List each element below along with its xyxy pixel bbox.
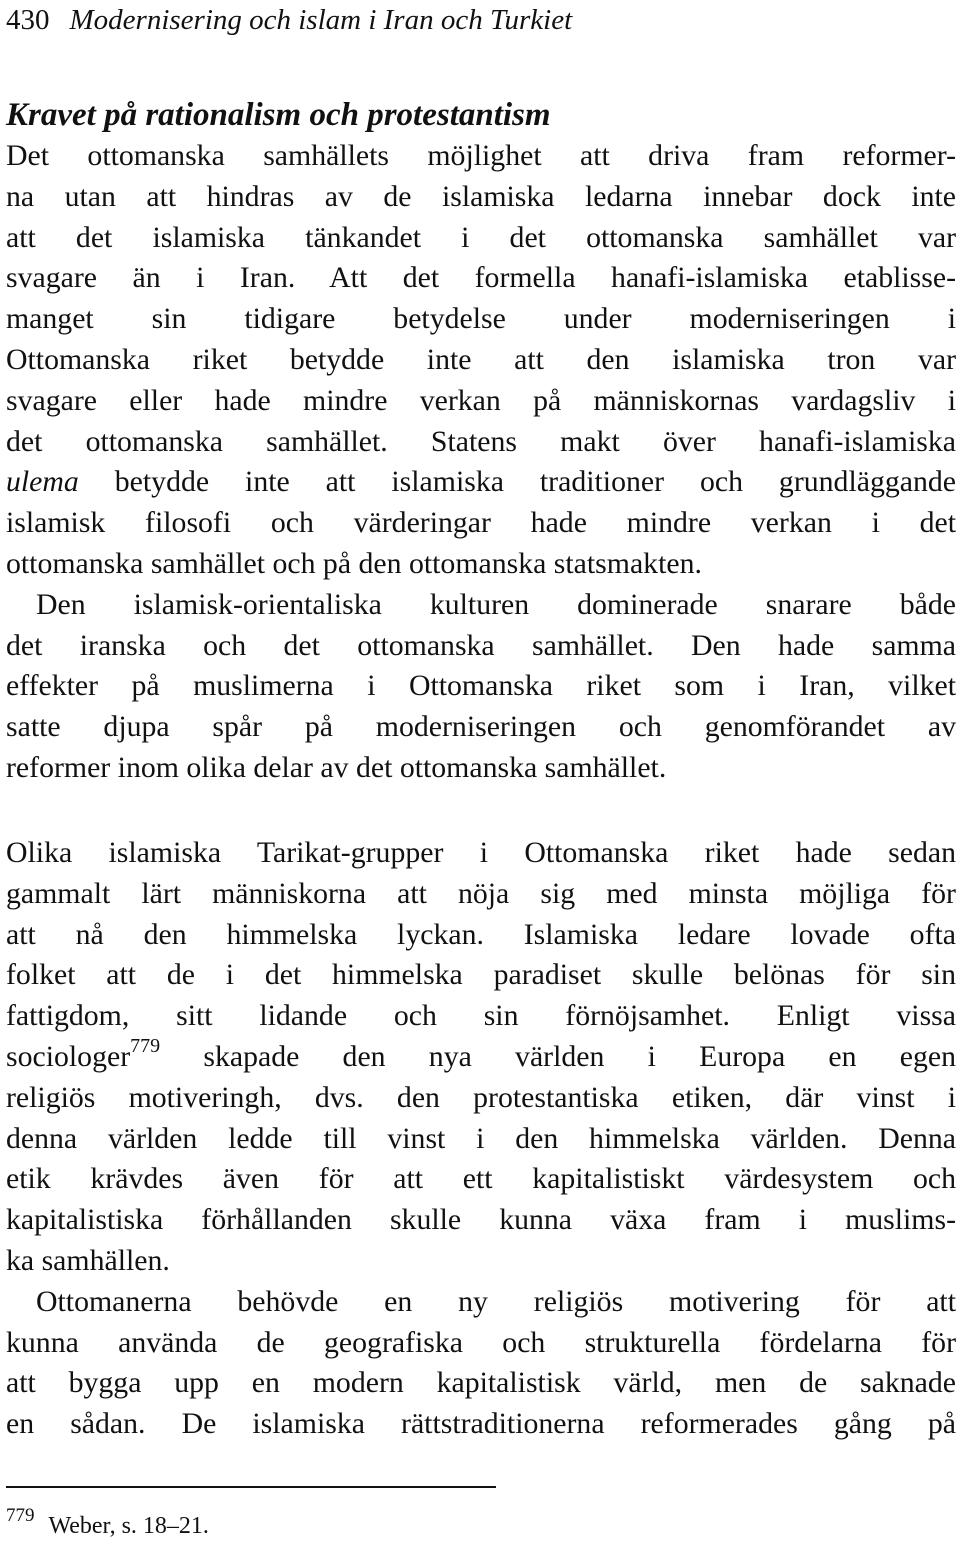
- page-number: 430: [6, 4, 50, 36]
- text-line: Ottomanska riket betydde inte att den islamiska tron var: [6, 342, 956, 376]
- text-line: att nå den himmelska lyckan. Islamiska ledare lovade ofta: [6, 917, 956, 951]
- text-line: effekter på muslimerna i Ottomanska riket som i Iran, vilket: [6, 669, 956, 703]
- text-line: gammalt lärt människorna att nöja sig med minsta möjliga för: [6, 876, 956, 910]
- text-line: att bygga upp en modern kapitalistisk värld, men de saknade: [6, 1366, 956, 1400]
- text-line-part: sociologer: [6, 1039, 131, 1073]
- text-line: svagare eller hade mindre verkan på människornas vardagsliv i: [6, 383, 956, 417]
- running-title: Modernisering och islam i Iran och Turkiet: [69, 4, 573, 36]
- text-line: reformer inom olika delar av det ottomanska samhället.: [6, 750, 667, 784]
- italic-term: ulema: [6, 465, 79, 499]
- text-line: religiös motiveringh, dvs. den protestantiska etiken, där vinst i: [6, 1080, 956, 1114]
- footnote-reference: 779: [130, 1034, 161, 1057]
- text-line: [6, 1034, 956, 1078]
- text-line: islamisk filosofi och värderingar hade mindre verkan i det: [6, 506, 956, 540]
- text-line: ka samhällen.: [6, 1243, 170, 1277]
- running-head: [6, 3, 572, 37]
- text-line: Olika islamiska Tarikat-grupper i Ottomanska riket hade sedan: [6, 836, 956, 869]
- text-line: folket att de i det himmelska paradiset skulle belönas för sin: [6, 958, 956, 992]
- text-line: kapitalistiska förhållanden skulle kunna växa fram i muslims-: [6, 1203, 956, 1237]
- paragraph-block-2: [6, 833, 956, 1445]
- paragraph-block-1: [6, 136, 956, 789]
- text-line: det iranska och det ottomanska samhället. Den hade samma: [6, 628, 956, 662]
- text-line: fattigdom, sitt lidande och sin förnöjsamhet. Enligt vissa: [6, 999, 956, 1033]
- text-line: manget sin tidigare betydelse under moderniseringen i: [6, 302, 956, 336]
- section-heading: Kravet på rationalism och protestantism: [6, 97, 551, 133]
- text-line: [6, 462, 956, 503]
- text-line-part: skapade den nya världen i Europa en egen: [160, 1039, 956, 1073]
- text-line: na utan att hindras av de islamiska ledarna innebar dock inte: [6, 179, 956, 213]
- text-line: en sådan. De islamiska rättstraditionerna reformerades gång på: [6, 1407, 956, 1441]
- text-line: satte djupa spår på moderniseringen och genomförandet av: [6, 710, 956, 744]
- text-line: Den islamisk-orientaliska kulturen dominerade snarare både: [36, 587, 956, 621]
- text-line: denna världen ledde till vinst i den himmelska världen. Denna: [6, 1121, 956, 1155]
- footnote-text: Weber, s. 18–21.: [48, 1513, 209, 1539]
- text-line: etik krävdes även för att ett kapitalistiskt värdesystem och: [6, 1162, 956, 1196]
- text-line: att det islamiska tänkandet i det ottomanska samhället var: [6, 220, 956, 254]
- footnote-divider: [6, 1486, 496, 1488]
- text-line: kunna använda de geografiska och strukturella fördelarna för: [6, 1325, 956, 1359]
- text-line: det ottomanska samhället. Statens makt över hanafi-islamiska: [6, 424, 956, 458]
- text-line-rest: betydde inte att islamiska traditioner och grundläggande: [78, 465, 956, 499]
- text-line: svagare än i Iran. Att det formella hanafi-islamiska etablisse-: [6, 261, 956, 295]
- text-line: ottomanska samhället och på den ottomanska statsmakten.: [6, 546, 702, 580]
- footnote: [6, 1496, 209, 1546]
- footnote-number: 779: [6, 1505, 35, 1526]
- text-line: Ottomanerna behövde en ny religiös motivering för att: [36, 1284, 956, 1318]
- text-line: Det ottomanska samhällets möjlighet att driva fram reformer-: [6, 139, 956, 172]
